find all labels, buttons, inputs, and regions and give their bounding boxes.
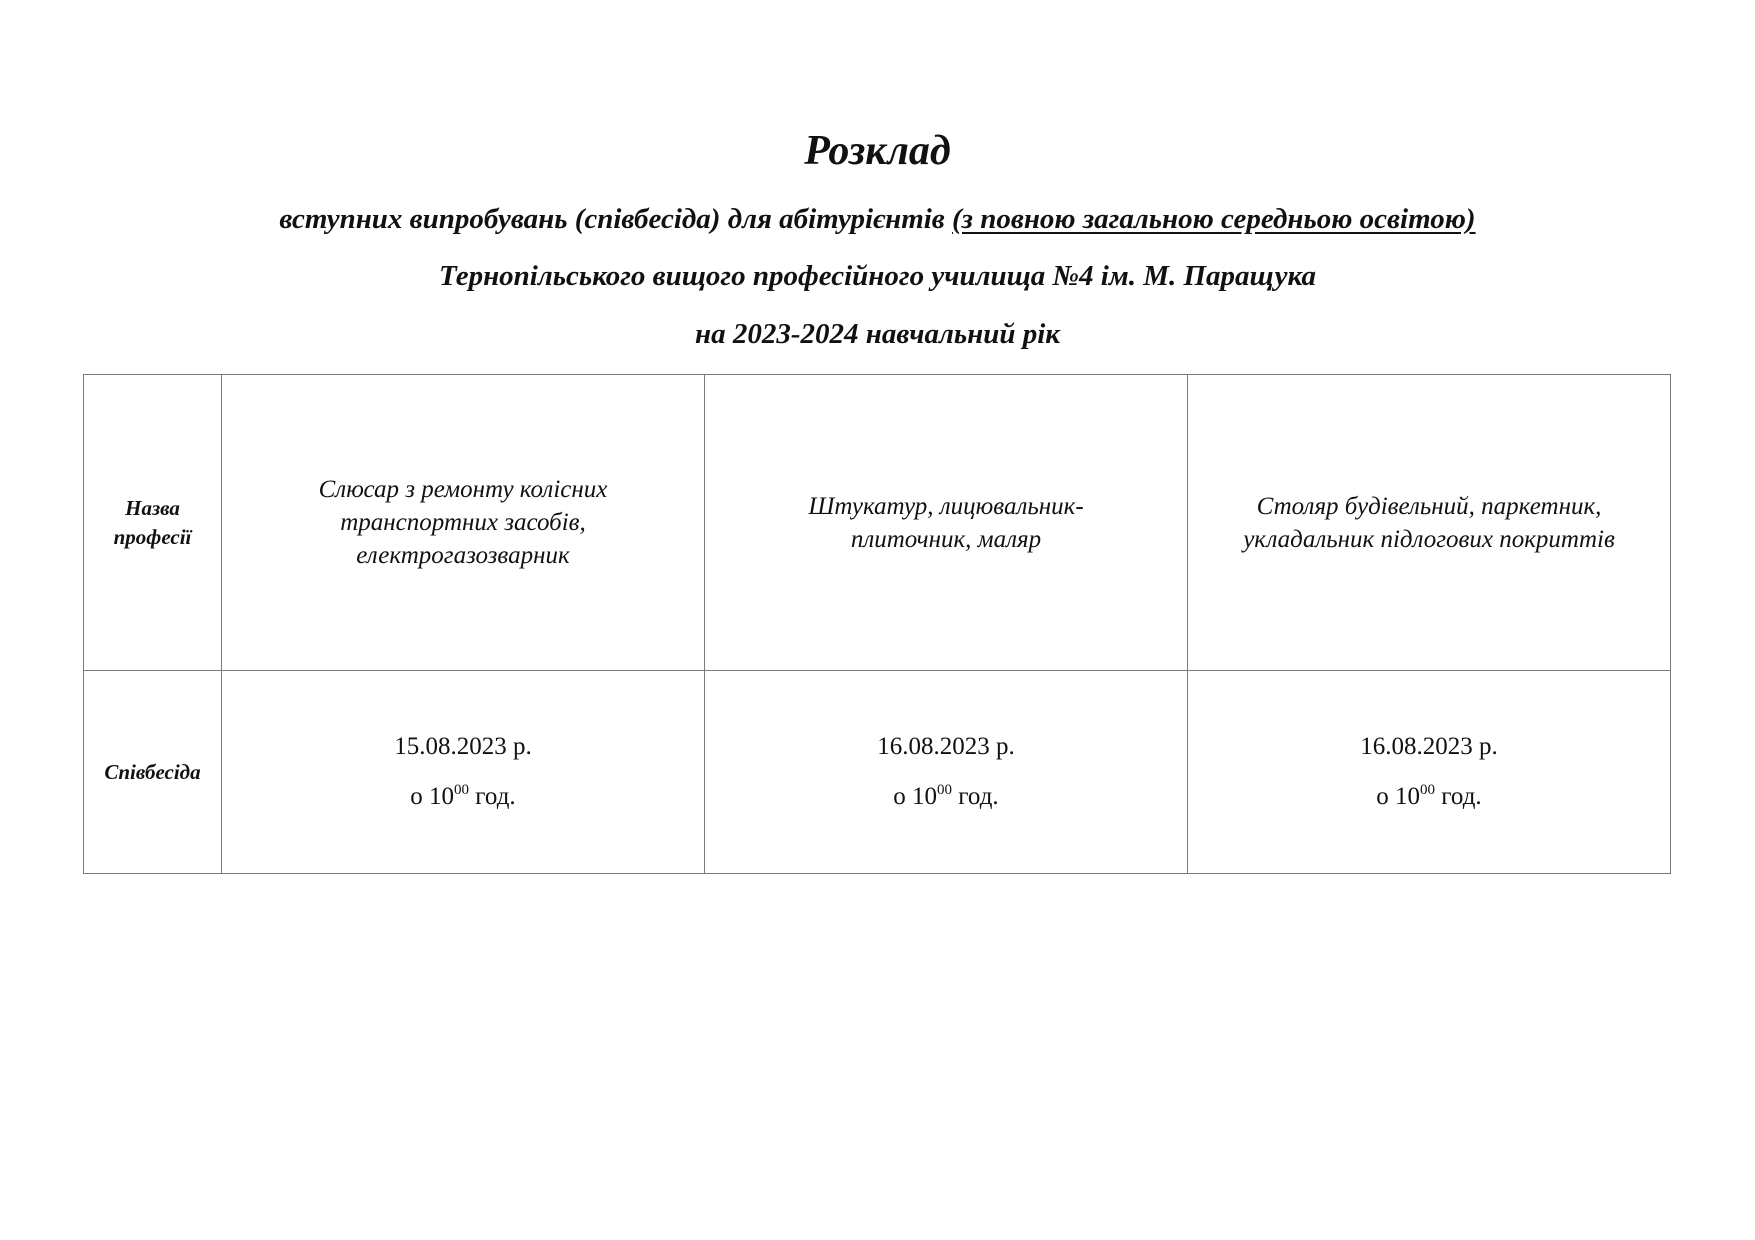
document-title: Розклад <box>804 128 951 174</box>
profession-2-line-2: плиточник, маляр <box>850 525 1042 553</box>
subtitle-line-1-underlined: (з повною загальною середньою освітою) <box>952 203 1476 235</box>
profession-1-line-3: електрогазозварник <box>356 542 570 569</box>
interview-time-3 <box>1202 780 1656 814</box>
interview-time-1-minutes: 00 <box>454 782 470 798</box>
interview-date-1: 15.08.2023 р. <box>394 733 532 760</box>
row-label-profession-text: Назва професії <box>113 495 192 549</box>
interview-cell-3 <box>1188 671 1671 874</box>
interview-time-3-suffix: год. <box>1435 783 1482 810</box>
interview-time-1-prefix: о 10 <box>410 783 455 810</box>
row-label-interview-text: Співбесіда <box>104 759 201 784</box>
profession-1-line-1: Слюсар з ремонту колісних <box>318 476 608 503</box>
subtitle-line-1-text: вступних випробувань (співбесіда) для абітурієнтів <box>279 203 945 235</box>
table-row-professions <box>84 375 1671 671</box>
table-row-interview <box>84 671 1671 874</box>
row-label-profession <box>84 375 222 671</box>
interview-time-1-suffix: год. <box>469 783 516 810</box>
interview-time-2-prefix: о 10 <box>893 783 938 810</box>
profession-3-line-1: Столяр будівельний, паркетник, <box>1256 492 1602 520</box>
profession-2-line-1: Штукатур, лицювальник- <box>808 492 1084 520</box>
row-label-interview <box>84 671 222 874</box>
schedule-table <box>83 374 1671 874</box>
subtitle-line-2: Тернопільського вищого професійного училища №4 ім. М. Паращука <box>439 260 1316 292</box>
interview-date-3: 16.08.2023 р. <box>1360 733 1498 760</box>
interview-date-2: 16.08.2023 р. <box>877 733 1015 760</box>
profession-1-line-2: транспортних засобів, <box>340 509 586 536</box>
interview-time-1 <box>236 780 690 814</box>
profession-cell-1 <box>222 375 705 671</box>
interview-time-2-minutes: 00 <box>937 782 953 798</box>
interview-time-2-suffix: год. <box>952 783 999 810</box>
interview-cell-1 <box>222 671 705 874</box>
subtitle-line-3: на 2023-2024 навчальний рік <box>694 318 1061 350</box>
interview-time-2 <box>719 780 1173 814</box>
subtitle-line-1 <box>0 203 1755 236</box>
profession-3-line-2: укладальник підлогових покриттів <box>1243 525 1615 553</box>
interview-time-3-prefix: о 10 <box>1376 783 1421 810</box>
interview-cell-2 <box>705 671 1188 874</box>
interview-time-3-minutes: 00 <box>1420 782 1436 798</box>
profession-cell-3 <box>1188 375 1671 671</box>
profession-cell-2 <box>705 375 1188 671</box>
